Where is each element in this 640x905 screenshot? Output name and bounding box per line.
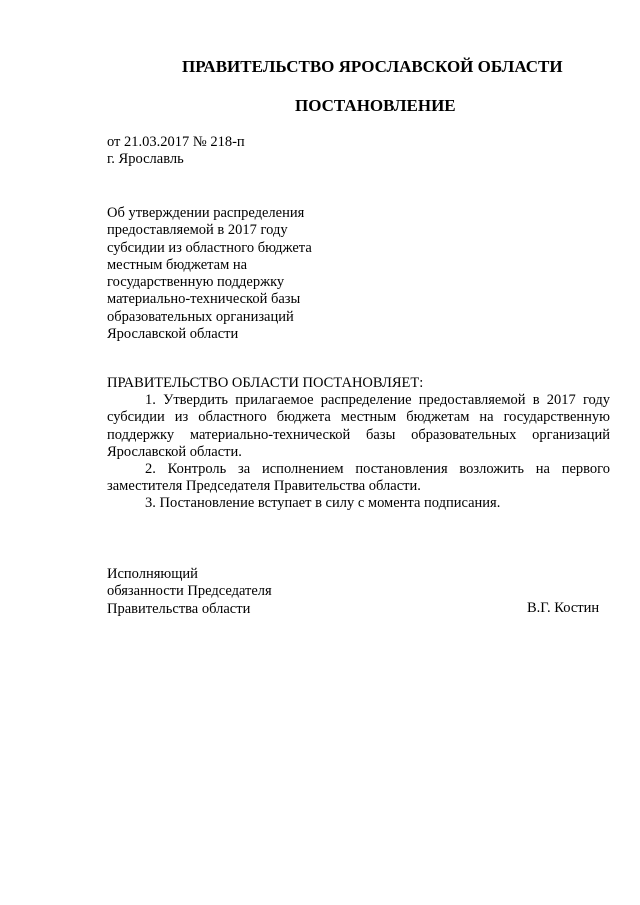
date-number: от 21.03.2017 № 218-п (107, 134, 245, 150)
document-body (107, 375, 610, 513)
organization-title: ПРАВИТЕЛЬСТВО ЯРОСЛАВСКОЙ ОБЛАСТИ (182, 57, 563, 76)
subject-line: образовательных организаций (107, 308, 294, 325)
subject-line: субсидии из областного бюджета (107, 239, 312, 256)
resolution-lead: ПРАВИТЕЛЬСТВО ОБЛАСТИ ПОСТАНОВЛЯЕТ: (107, 375, 424, 391)
signature-position-line: Исполняющий (107, 566, 198, 582)
signature-position-line: обязанности Председателя (107, 583, 272, 600)
city: г. Ярославль (107, 151, 184, 167)
subject-line: местным бюджетам на (107, 256, 248, 273)
subject-line: предоставляемой в 2017 году (107, 222, 288, 239)
document-meta (107, 134, 245, 168)
signature-position (107, 566, 272, 618)
resolution-item-3: 3. Постановление вступает в силу с момента подписания. (145, 495, 501, 512)
resolution-item-2: 2. Контроль за исполнением постановления возложить на первого заместителя Председателя Правительства области. (107, 461, 610, 495)
document-subject (107, 205, 312, 343)
subject-line: материально-технической базы (107, 291, 301, 308)
subject-line: государственную поддержку (107, 274, 285, 291)
document-type-title: ПОСТАНОВЛЕНИЕ (295, 96, 456, 115)
subject-line: Об утверждении распределения (107, 205, 305, 221)
subject-line: Ярославской области (107, 326, 239, 343)
signer-name: В.Г. Костин (527, 600, 600, 616)
resolution-item-1: 1. Утвердить прилагаемое распределение предоставляемой в 2017 году субсидии из областного бюджета местным бюджетам на государственную поддержку материально-технической базы образовательных организаций Ярославской области. (107, 392, 610, 460)
signature-position-line: Правительства области (107, 600, 251, 617)
